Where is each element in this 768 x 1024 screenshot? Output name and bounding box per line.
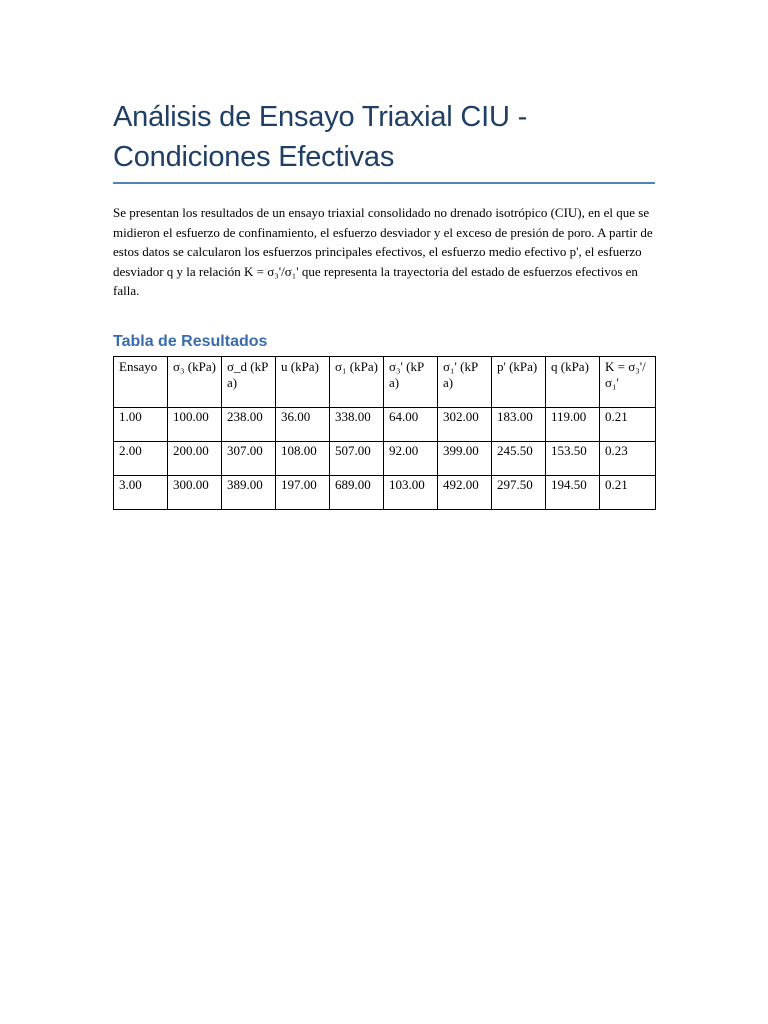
- header-sigma1: σ₁ (kPa): [330, 356, 384, 407]
- document-title: Análisis de Ensayo Triaxial CIU - Condiciones Efectivas: [113, 101, 528, 173]
- header-p-eff: p' (kPa): [492, 356, 546, 407]
- table-cell: 238.00: [222, 407, 276, 441]
- table-cell: 3.00: [114, 475, 168, 509]
- header-ensayo: Ensayo: [114, 356, 168, 407]
- table-header-row: [114, 356, 656, 407]
- table-cell: 300.00: [168, 475, 222, 509]
- table-cell: 183.00: [492, 407, 546, 441]
- table-cell: 153.50: [546, 441, 600, 475]
- table-cell: 103.00: [384, 475, 438, 509]
- table-cell: 302.00: [438, 407, 492, 441]
- table-cell: 245.50: [492, 441, 546, 475]
- table-cell: 399.00: [438, 441, 492, 475]
- results-table: [113, 356, 656, 510]
- title-underline: [113, 182, 655, 184]
- table-cell: 507.00: [330, 441, 384, 475]
- table-cell: 64.00: [384, 407, 438, 441]
- document-page: [113, 0, 655, 510]
- table-row: [114, 441, 656, 475]
- header-sigma3-eff: σ₃' (kPa): [384, 356, 438, 407]
- table-cell: 0.21: [600, 407, 656, 441]
- section-heading-results: Tabla de Resultados: [113, 332, 268, 350]
- table-cell: 119.00: [546, 407, 600, 441]
- header-k: K = σ₃'/σ₁': [600, 356, 656, 407]
- table-cell: 689.00: [330, 475, 384, 509]
- table-cell: 389.00: [222, 475, 276, 509]
- table-cell: 92.00: [384, 441, 438, 475]
- table-cell: 2.00: [114, 441, 168, 475]
- table-row: [114, 407, 656, 441]
- header-sigma3: σ₃ (kPa): [168, 356, 222, 407]
- table-row: [114, 475, 656, 509]
- header-sigma1-eff: σ₁' (kPa): [438, 356, 492, 407]
- table-cell: 0.23: [600, 441, 656, 475]
- intro-paragraph: Se presentan los resultados de un ensayo triaxial consolidado no drenado isotrópico (CIU), en el que se midieron el esfuerzo de confinamiento, el esfuerzo desviador y el exceso de presión de poro. A partir de estos datos se calcularon los esfuerzos principales efectivos, el esfuerzo medio efectivo p', el esfuerzo desviador q y la relación K = σ₃'/σ₁' que representa la trayectoria del estado de esfuerzos efectivos en falla.: [113, 205, 653, 299]
- table-cell: 307.00: [222, 441, 276, 475]
- table-cell: 100.00: [168, 407, 222, 441]
- table-cell: 36.00: [276, 407, 330, 441]
- table-cell: 1.00: [114, 407, 168, 441]
- table-cell: 108.00: [276, 441, 330, 475]
- table-cell: 492.00: [438, 475, 492, 509]
- header-u: u (kPa): [276, 356, 330, 407]
- table-cell: 197.00: [276, 475, 330, 509]
- table-cell: 0.21: [600, 475, 656, 509]
- header-q: q (kPa): [546, 356, 600, 407]
- table-cell: 297.50: [492, 475, 546, 509]
- table-cell: 200.00: [168, 441, 222, 475]
- header-sigma-d: σ_d (kPa): [222, 356, 276, 407]
- table-cell: 194.50: [546, 475, 600, 509]
- table-cell: 338.00: [330, 407, 384, 441]
